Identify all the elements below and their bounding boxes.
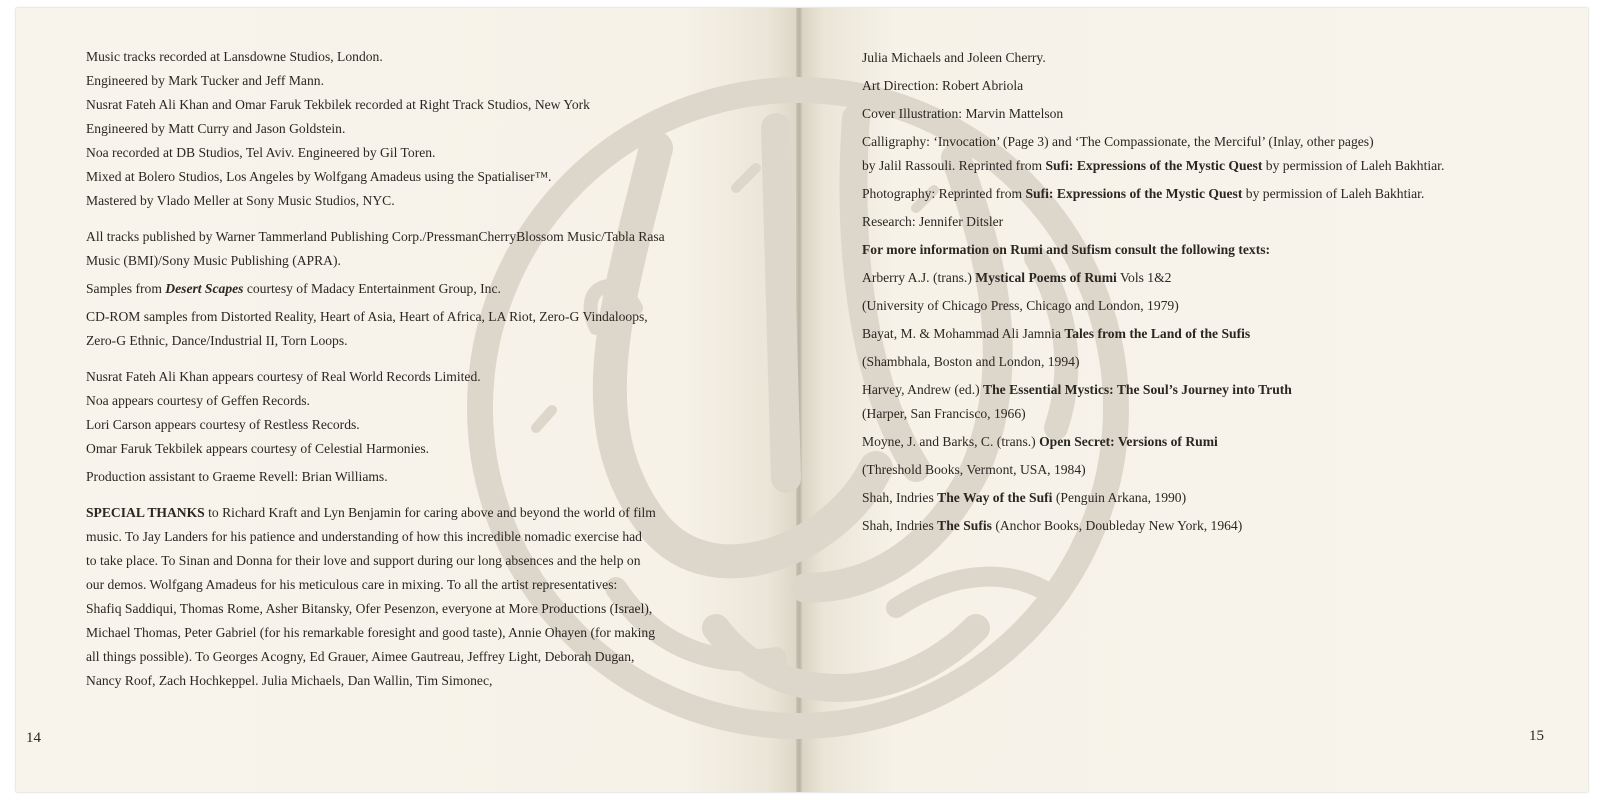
assistant-line: Production assistant to Graeme Revell: Brian Williams. <box>86 469 388 484</box>
book-list-item: (Harper, San Francisco, 1966) <box>862 406 1026 421</box>
book-list-item: (University of Chicago Press, Chicago and London, 1979) <box>862 298 1179 313</box>
book-list-item: Shah, Indries The Sufis (Anchor Books, Doubleday New York, 1964) <box>862 518 1243 533</box>
book-list-item: Arberry A.J. (trans.) Mystical Poems of Rumi Vols 1&2 <box>862 270 1172 285</box>
book-list-item: Harvey, Andrew (ed.) The Essential Mystics: The Soul’s Journey into Truth <box>862 382 1292 397</box>
special-thanks-label: SPECIAL THANKS <box>86 505 205 520</box>
calligraphy-line: Calligraphy: ‘Invocation’ (Page 3) and ‘The Compassionate, the Merciful’ (Inlay, other pages) <box>862 134 1374 149</box>
more-info-heading: For more information on Rumi and Sufism consult the following texts: <box>862 242 1271 257</box>
page-number-right: 15 <box>1529 728 1544 744</box>
book-title: Tales from the Land of the Sufis <box>1064 326 1251 341</box>
thanks-line: all things possible). To Georges Acogny, Ed Grauer, Aimee Gautreau, Jeffrey Light, Deborah Dugan, <box>86 649 635 664</box>
center-fold <box>796 8 802 792</box>
thanks-line: Shafiq Saddiqui, Thomas Rome, Asher Bitansky, Ofer Pesenzon, everyone at More Productions (Israel), <box>86 601 653 616</box>
credit-line: Mixed at Bolero Studios, Los Angeles by Wolfgang Amadeus using the Spatialiser™. <box>86 169 552 184</box>
page-number-left: 14 <box>26 730 41 746</box>
courtesy-line: Noa appears courtesy of Geffen Records. <box>86 393 310 408</box>
book-list <box>862 266 1444 538</box>
book-title: Open Secret: Versions of Rumi <box>1039 434 1218 449</box>
book-title: The Essential Mystics: The Soul’s Journey into Truth <box>983 382 1292 397</box>
art-direction-line: Art Direction: Robert Abriola <box>862 78 1024 93</box>
cdrom-line: CD-ROM samples from Distorted Reality, Heart of Asia, Heart of Africa, LA Riot, Zero-G Vindaloops, <box>86 309 648 324</box>
book-list-item: Bayat, M. & Mohammad Ali Jamnia Tales from the Land of the Sufis <box>862 326 1251 341</box>
publishing-line: Music (BMI)/Sony Music Publishing (APRA). <box>86 253 341 268</box>
thanks-line: Nancy Roof, Zach Hochkeppel. Julia Michaels, Dan Wallin, Tim Simonec, <box>86 673 493 688</box>
book-title: The Way of the Sufi <box>937 490 1053 505</box>
credit-line: Noa recorded at DB Studios, Tel Aviv. Engineered by Gil Toren. <box>86 145 436 160</box>
calligraphy-line: by Jalil Rassouli. Reprinted from Sufi: Expressions of the Mystic Quest by permission of Laleh Bakhtiar. <box>862 158 1445 173</box>
thanks-end-line: Julia Michaels and Joleen Cherry. <box>862 50 1046 65</box>
credit-line: Music tracks recorded at Lansdowne Studios, London. <box>86 49 383 64</box>
book-list-item: (Threshold Books, Vermont, USA, 1984) <box>862 462 1086 477</box>
book-list-item: Moyne, J. and Barks, C. (trans.) Open Secret: Versions of Rumi <box>862 434 1218 449</box>
book-list-item: Shah, Indries The Way of the Sufi (Penguin Arkana, 1990) <box>862 490 1187 505</box>
cdrom-line: Zero-G Ethnic, Dance/Industrial II, Torn Loops. <box>86 333 348 348</box>
credit-line: Engineered by Matt Curry and Jason Goldstein. <box>86 121 346 136</box>
courtesy-line: Lori Carson appears courtesy of Restless Records. <box>86 417 360 432</box>
photography-line: Photography: Reprinted from Sufi: Expressions of the Mystic Quest by permission of Laleh Bakhtiar. <box>862 186 1425 201</box>
courtesy-line: Omar Faruk Tekbilek appears courtesy of Celestial Harmonies. <box>86 441 430 456</box>
research-line: Research: Jennifer Ditsler <box>862 214 1004 229</box>
booklet-spread <box>16 8 1588 792</box>
book-list-item: (Shambhala, Boston and London, 1994) <box>862 354 1080 369</box>
album-title: Desert Scapes <box>165 281 244 296</box>
publishing-line: All tracks published by Warner Tammerland Publishing Corp./PressmanCherryBlossom Music/Tabla Rasa <box>86 229 665 244</box>
thanks-line: Michael Thomas, Peter Gabriel (for his remarkable foresight and good taste), Annie Ohayen (for making <box>86 625 655 640</box>
left-page-text <box>86 45 665 693</box>
thanks-line: our demos. Wolfgang Amadeus for his meticulous care in mixing. To all the artist representatives: <box>86 577 618 592</box>
samples-line: Samples from Desert Scapes courtesy of Madacy Entertainment Group, Inc. <box>86 281 501 296</box>
cover-line: Cover Illustration: Marvin Mattelson <box>862 106 1064 121</box>
credit-line: Engineered by Mark Tucker and Jeff Mann. <box>86 73 324 88</box>
courtesy-line: Nusrat Fateh Ali Khan appears courtesy of Real World Records Limited. <box>86 369 481 384</box>
thanks-line: SPECIAL THANKS to Richard Kraft and Lyn Benjamin for caring above and beyond the world of film <box>86 505 656 520</box>
right-page-text <box>862 46 1444 538</box>
credit-line: Mastered by Vlado Meller at Sony Music Studios, NYC. <box>86 193 395 208</box>
book-title: The Sufis <box>937 518 992 533</box>
credit-line: Nusrat Fateh Ali Khan and Omar Faruk Tekbilek recorded at Right Track Studios, New York <box>86 97 590 112</box>
thanks-line: music. To Jay Landers for his patience and understanding of how this incredible nomadic exercise had <box>86 529 642 544</box>
book-title: Mystical Poems of Rumi <box>975 270 1117 285</box>
thanks-line: to take place. To Sinan and Donna for their love and support during our long absences and the help on <box>86 553 641 568</box>
